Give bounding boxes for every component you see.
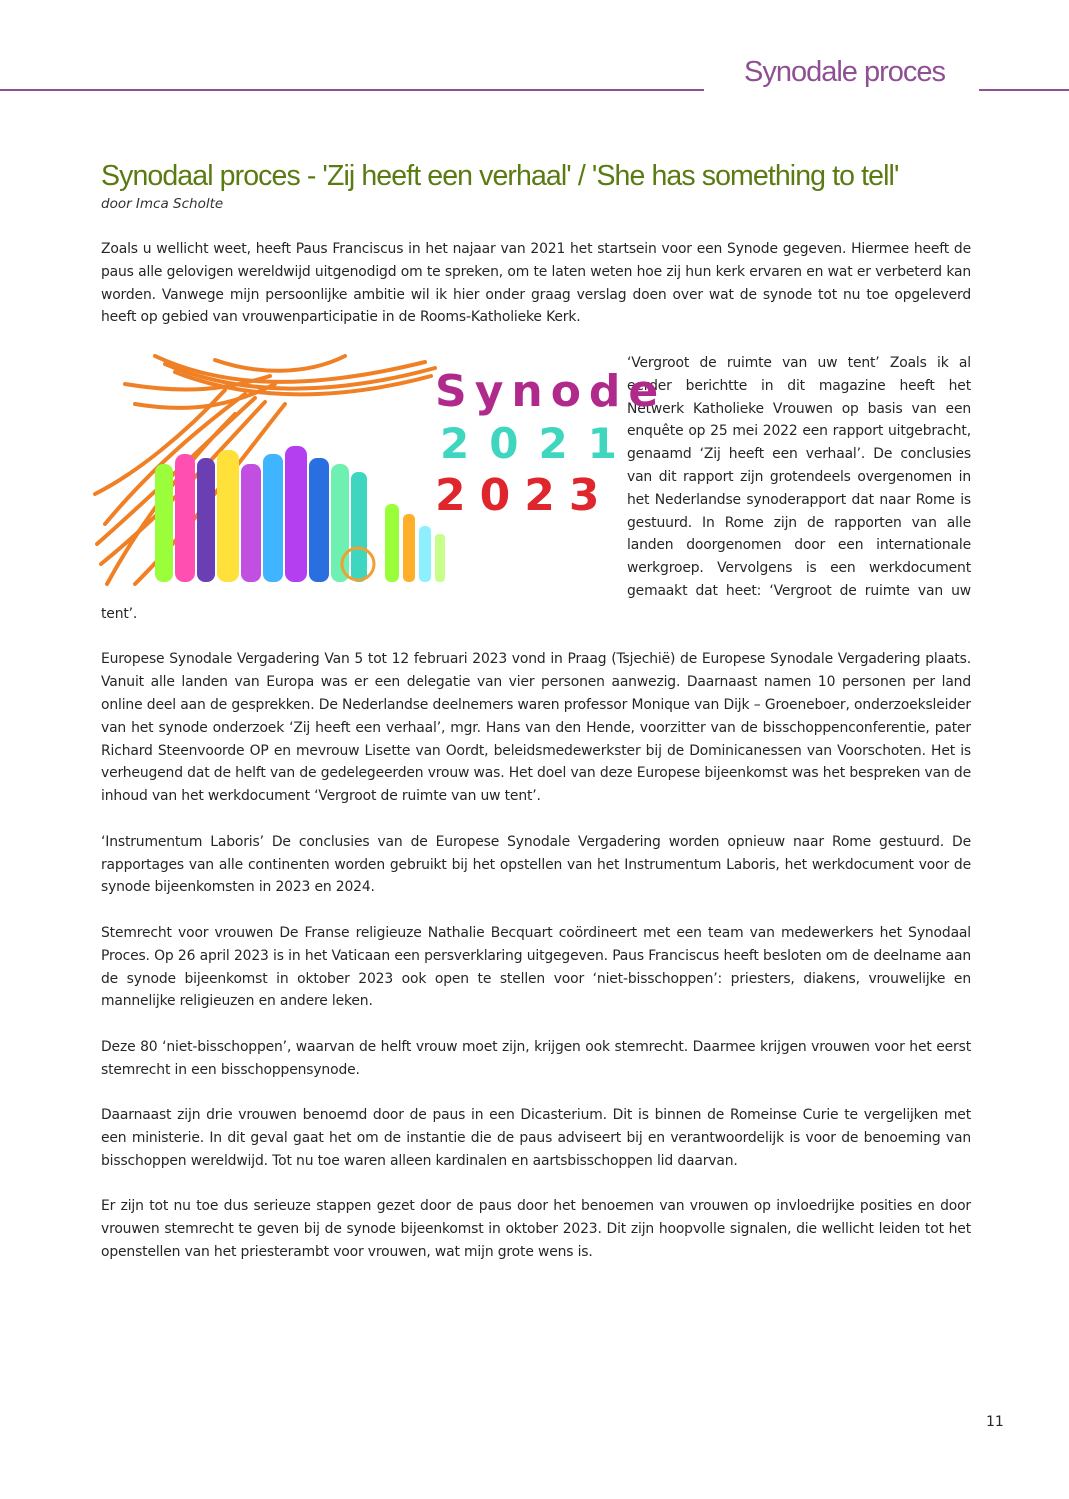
header-rule-left: [0, 89, 704, 91]
crowd-silhouettes: [155, 446, 445, 582]
article-byline: door Imca Scholte: [101, 196, 224, 212]
logo-year-start: 2021: [440, 418, 637, 468]
article-paragraph: Europese Synodale Vergadering Van 5 tot 12 februari 2023 vond in Praag (Tsjechië) de Europese Synodale Vergadering plaats. Vanuit alle landen van Europa was er een delegatie van vier personen aanwezig. Daarnaast namen 10 personen per land online deel aan de gesprekken. De Nederlandse deelnemers waren professor Monique van Dijk – Groeneboer, onderzoeksleider van het synode onderzoek ‘Zij heeft een verhaal’, mgr. Hans van den Hende, voorzitter van de bisschoppenconferentie, pater Richard Steenvoorde OP en mevrouw Lisette van Oordt, beleidsmedewerkster bij de Dominicanessen van Voorschoten. Het is verheugend dat de helft van de gedelegeerden vrouw was. Het doel van deze Europese bijeenkomst was het bespreken van de inhoud van het werkdocument ‘Vergroot de ruimte van uw tent’.: [101, 651, 971, 805]
article-paragraph: Daarnaast zijn drie vrouwen benoemd door de paus in een Dicasterium. Dit is binnen de Romeinse Curie te vergelijken met een ministerie. In dit geval gaat het om de instantie die de paus adviseert bij en verantwoordelijk is voor de benoeming van bisschoppen wereldwijd. Tot nu toe waren alleen kardinalen en aartsbisschoppen lid daarvan.: [101, 1107, 971, 1169]
article-paragraph: ‘Vergroot de ruimte van uw tent’ Zoals ik al eerder berichtte in dit magazine heeft het Netwerk Katholieke Vrouwen op basis van een enquête op 25 mei 2022 een rapport uitgebracht, genaamd ‘Zij heeft een verhaal’. De conclusies van dit rapport zijn grotendeels overgenomen in het Nederlandse synoderapport dat naar Rome is gestuurd. In Rome zijn de rapporten van alle landen doorgenomen door een internationale werkgroep. Vervolgens is een werkdocument gemaakt dat heet: ‘Vergroot de ruimte van uw tent’.: [101, 354, 971, 622]
article-paragraph: Stemrecht voor vrouwen De Franse religieuze Nathalie Becquart coördineert met een team van medewerkers het Synodaal Proces. Op 26 april 2023 is in het Vaticaan een persverklaring uitgegeven. Paus Franciscus heeft besloten om de deelname aan de synode bijeenkomst in oktober 2023 ook open te stellen voor ‘niet-bisschoppen’: priesters, diakens, vrouwelijke en mannelijke religieuzen en andere leken.: [101, 924, 971, 1010]
header-rule-right: [979, 89, 1069, 91]
article-title: Synodaal proces - 'Zij heeft een verhaal' / 'She has something to tell': [101, 160, 899, 192]
page-number: 11: [986, 1414, 1004, 1430]
logo-year-end: 2023: [435, 469, 614, 521]
synode-logo-graphic: [95, 354, 667, 592]
logo-word: Synode: [435, 365, 667, 417]
article-paragraph: Deze 80 ‘niet-bisschoppen’, waarvan de helft vrouw moet zijn, krijgen ook stemrecht. Daarmee krijgen vrouwen voor het eerst stemrecht in een bisschoppensynode.: [101, 1038, 971, 1078]
article: [101, 160, 971, 1287]
article-paragraph: ‘Instrumentum Laboris’ De conclusies van de Europese Synodale Vergadering worden opnieuw naar Rome gestuurd. De rapportages van alle continenten worden gebruikt bij het opstellen van het Instrumentum Laboris, het werkdocument voor de synode bijeenkomsten in 2023 en 2024.: [101, 833, 971, 896]
synode-logo-image: [95, 354, 667, 592]
article-paragraph: Zoals u wellicht weet, heeft Paus Franciscus in het najaar van 2021 het startsein voor een Synode gegeven. Hiermee heeft de paus alle gelovigen wereldwijd uitgenodigd om te spreken, om te laten weten hoe zij hun kerk ervaren en wat er verbeterd kan worden. Vanwege mijn persoonlijke ambitie wil ik hier onder graag verslag doen over wat de synode tot nu toe opgeleverd heeft op gebied van vrouwenparticipatie in de Rooms-Katholieke Kerk.: [101, 241, 971, 326]
article-paragraph: Er zijn tot nu toe dus serieuze stappen gezet door de paus door het benoemen van vrouwen op invloedrijke posities en door vrouwen stemrecht te geven bij de synode bijeenkomst in oktober 2023. Dit zijn hoopvolle signalen, die wellicht leiden tot het openstellen van het priesterambt voor vrouwen, wat mijn grote wens is.: [101, 1198, 971, 1261]
section-header-title: Synodale proces: [744, 56, 946, 88]
